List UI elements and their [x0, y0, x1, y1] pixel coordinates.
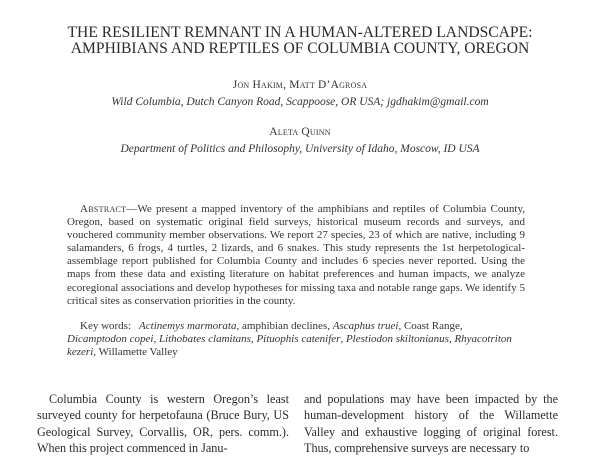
- keyword: Lithobates clamitans: [158, 333, 251, 346]
- abstract: [67, 203, 525, 308]
- author-affiliation-1: Wild Columbia, Dutch Canyon Road, Scappoose, OR USA; jgdhakim@gmail.com: [111, 96, 489, 108]
- keyword: Willamette Valley: [98, 346, 178, 359]
- keyword: Pituophis catenifer: [256, 333, 341, 346]
- author-names-2: Aleta Quinn: [269, 126, 331, 138]
- body-column-right: and populations may have been impacted by the human-development history of the Willamette Valley and exhaustive logging of original forest. Thus, comprehensive surveys are necessary to: [304, 392, 558, 456]
- author-affiliation-2: Department of Politics and Philosophy, University of Idaho, Moscow, ID USA: [120, 143, 480, 155]
- body-column-left: Columbia County is western Oregon’s least surveyed county for herpetofauna (Bruce Bury, US Geological Survey, Corvallis, OR, pers. comm.). When this project commenced in Janu-: [37, 392, 289, 456]
- abstract-label: Abstract: [80, 203, 127, 215]
- title-line-2: AMPHIBIANS AND REPTILES OF COLUMBIA COUNTY, OREGON: [70, 40, 530, 57]
- keyword: Dicamptodon copei: [67, 333, 154, 346]
- title-line-1: THE RESILIENT REMNANT IN A HUMAN-ALTERED LANDSCAPE:: [67, 24, 533, 41]
- paper-title: [0, 25, 600, 57]
- keyword: Coast Range: [403, 320, 460, 332]
- keyword: Plestiodon skiltonianus: [345, 333, 449, 346]
- abstract-text: We present a mapped inventory of the amphibians and reptiles of Columbia County, Oregon, based on systematic original field surveys, historical museum records and surveys, and vouchered community member observations. We report 27 species, 23 of which are native, including 9 salamanders, 6 frogs, 4 turtles, 2 lizards, and 6 snakes. This study represents the 1st herpetological-assemblage report published for Columbia County and includes 6 species never reported. Using the maps from these data and existing literature on habitat preferences and human impacts, we analyze ecoregional associations and develop hypotheses for missing taxa and notable range gaps. We identify 5 critical sites as conservation priorities in the county.: [67, 203, 525, 307]
- author-names-1: Jon Hakim, Matt D’Agrosa: [232, 79, 368, 91]
- abstract-dash: —: [126, 203, 138, 215]
- keywords: Key words: Actinemys marmorata, amphibian declines, Ascaphus truei, Coast Range, Dicamptodon copei, Lithobates clamitans, Pituophis catenifer, Plestiodon skiltonianus, Rhyacotriton kezeri, Willamette Valley: [67, 320, 512, 359]
- keyword: Actinemys marmorata: [139, 320, 237, 332]
- keyword: amphibian declines: [242, 320, 328, 332]
- keyword: Rhyacotriton kezeri: [67, 333, 512, 359]
- keywords-label: Key words:: [80, 320, 132, 332]
- keyword: Ascaphus truei: [332, 320, 399, 332]
